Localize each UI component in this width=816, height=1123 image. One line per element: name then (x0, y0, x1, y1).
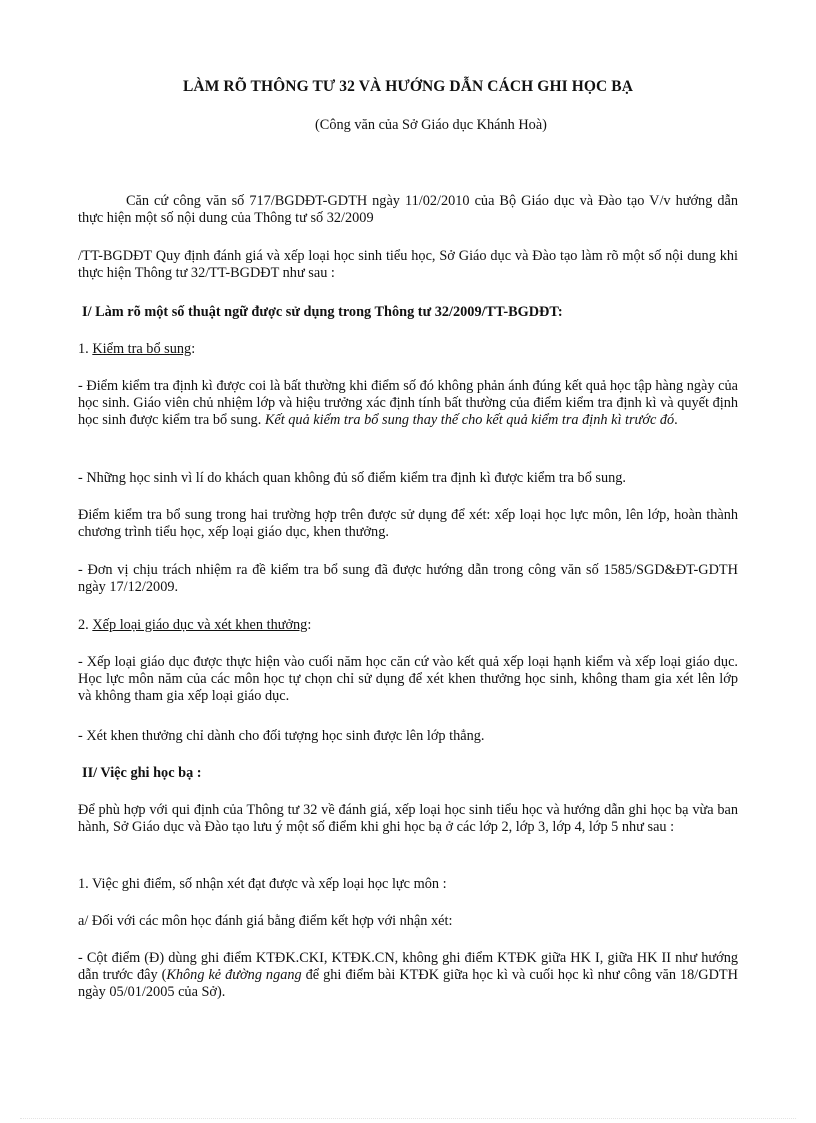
paragraph-2a: - Xếp loại giáo dục được thực hiện vào cuối năm học căn cứ vào kết quả xếp loại hạnh kiểm và xếp loại giáo dục. Học lực môn năm của các môn học tự chọn chỉ sử dụng để xét khen thưởng học sinh, không tham gia xét lên lớp và không tham gia xếp loại giáo dục. (78, 654, 738, 704)
paragraph-1a (78, 378, 738, 429)
document-subtitle: (Công văn của Sở Giáo dục Khánh Hoà) (315, 117, 547, 133)
item-1-heading (78, 341, 738, 358)
paragraph-6-end: để ghi điểm bài KTĐK giữa học kì và cuối học kì như công văn 18/GDTH ngày 05/01/2005 của Sở). (78, 967, 738, 1000)
item-2-number: 2. (78, 617, 89, 633)
item-1-colon: : (191, 341, 196, 357)
paragraph-1a-text: - Điểm kiểm tra định kì được coi là bất thường khi điểm số đó không phản ánh đúng kết quả học tập hàng ngày của học sinh. Giáo viên chủ nhiệm lớp và hiệu trưởng xác định tính bất thường của điểm kiểm tra định kì và quyết định học sinh được kiểm tra bổ sung. (78, 378, 738, 428)
paragraph-1b: - Những học sinh vì lí do khách quan không đủ số điểm kiểm tra định kì được kiểm tra bổ sung. (78, 470, 626, 486)
paragraph-1d: - Đơn vị chịu trách nhiệm ra đề kiểm tra bổ sung đã được hướng dẫn trong công văn số 1585/SGD&ĐT-GDTH ngày 17/12/2009. (78, 562, 738, 595)
page-bottom-divider (20, 1118, 796, 1119)
paragraph-1a-end: . (674, 412, 678, 428)
paragraph-6 (78, 950, 738, 1001)
intro-paragraph-1: Căn cứ công văn số 717/BGDĐT-GDTH ngày 11/02/2010 của Bộ Giáo dục và Đào tạo V/v hướng dẫn thực hiện một số nội dung của Thông tư số 32/2009 (78, 193, 738, 226)
paragraph-1a-italic: Kết quả kiểm tra bổ sung thay thế cho kết quả kiểm tra định kì trước đó (264, 412, 675, 428)
paragraph-2b: - Xét khen thưởng chỉ dành cho đối tượng học sinh được lên lớp thẳng. (78, 728, 485, 744)
paragraph-3: Để phù hợp với qui định của Thông tư 32 về đánh giá, xếp loại học sinh tiểu học và hướng dẫn ghi học bạ vừa ban hành, Sở Giáo dục và Đào tạo lưu ý một số điểm khi ghi học bạ ở các lớp 2, lớp 3, lớp 4, lớp 5 như sau : (78, 802, 738, 835)
section-heading-2: II/ Việc ghi học bạ : (82, 765, 202, 781)
item-1-number: 1. (78, 341, 89, 357)
intro-paragraph-2: /TT-BGDĐT Quy định đánh giá và xếp loại học sinh tiểu học, Sở Giáo dục và Đào tạo làm rõ một số nội dung khi thực hiện Thông tư 32/TT-BGDĐT như sau : (78, 248, 738, 281)
paragraph-6-italic: Không kẻ đường ngang (166, 967, 302, 983)
item-1-label: Kiểm tra bổ sung (92, 341, 192, 357)
paragraph-5: a/ Đối với các môn học đánh giá bằng điểm kết hợp với nhận xét: (78, 913, 453, 929)
paragraph-6-text: - Cột điểm (Đ) dùng ghi điểm KTĐK.CKI, KTĐK.CN, không ghi điểm KTĐK giữa HK I, giữa HK II như hướng dẫn trước đây ( (78, 950, 738, 983)
item-2-colon: : (307, 617, 312, 633)
document-title: LÀM RÕ THÔNG TƯ 32 VÀ HƯỚNG DẪN CÁCH GHI HỌC BẠ (182, 78, 634, 95)
item-2-label: Xếp loại giáo dục và xét khen thưởng (92, 617, 308, 633)
paragraph-4: 1. Việc ghi điểm, số nhận xét đạt được và xếp loại học lực môn : (78, 876, 447, 892)
section-heading-1: I/ Làm rõ một số thuật ngữ được sử dụng trong Thông tư 32/2009/TT-BGDĐT: (82, 304, 563, 320)
paragraph-1c: Điểm kiểm tra bổ sung trong hai trường hợp trên được sử dụng để xét: xếp loại học lực môn, lên lớp, hoàn thành chương trình tiểu học, xếp loại giáo dục, khen thưởng. (78, 507, 738, 540)
item-2-heading (78, 617, 738, 634)
